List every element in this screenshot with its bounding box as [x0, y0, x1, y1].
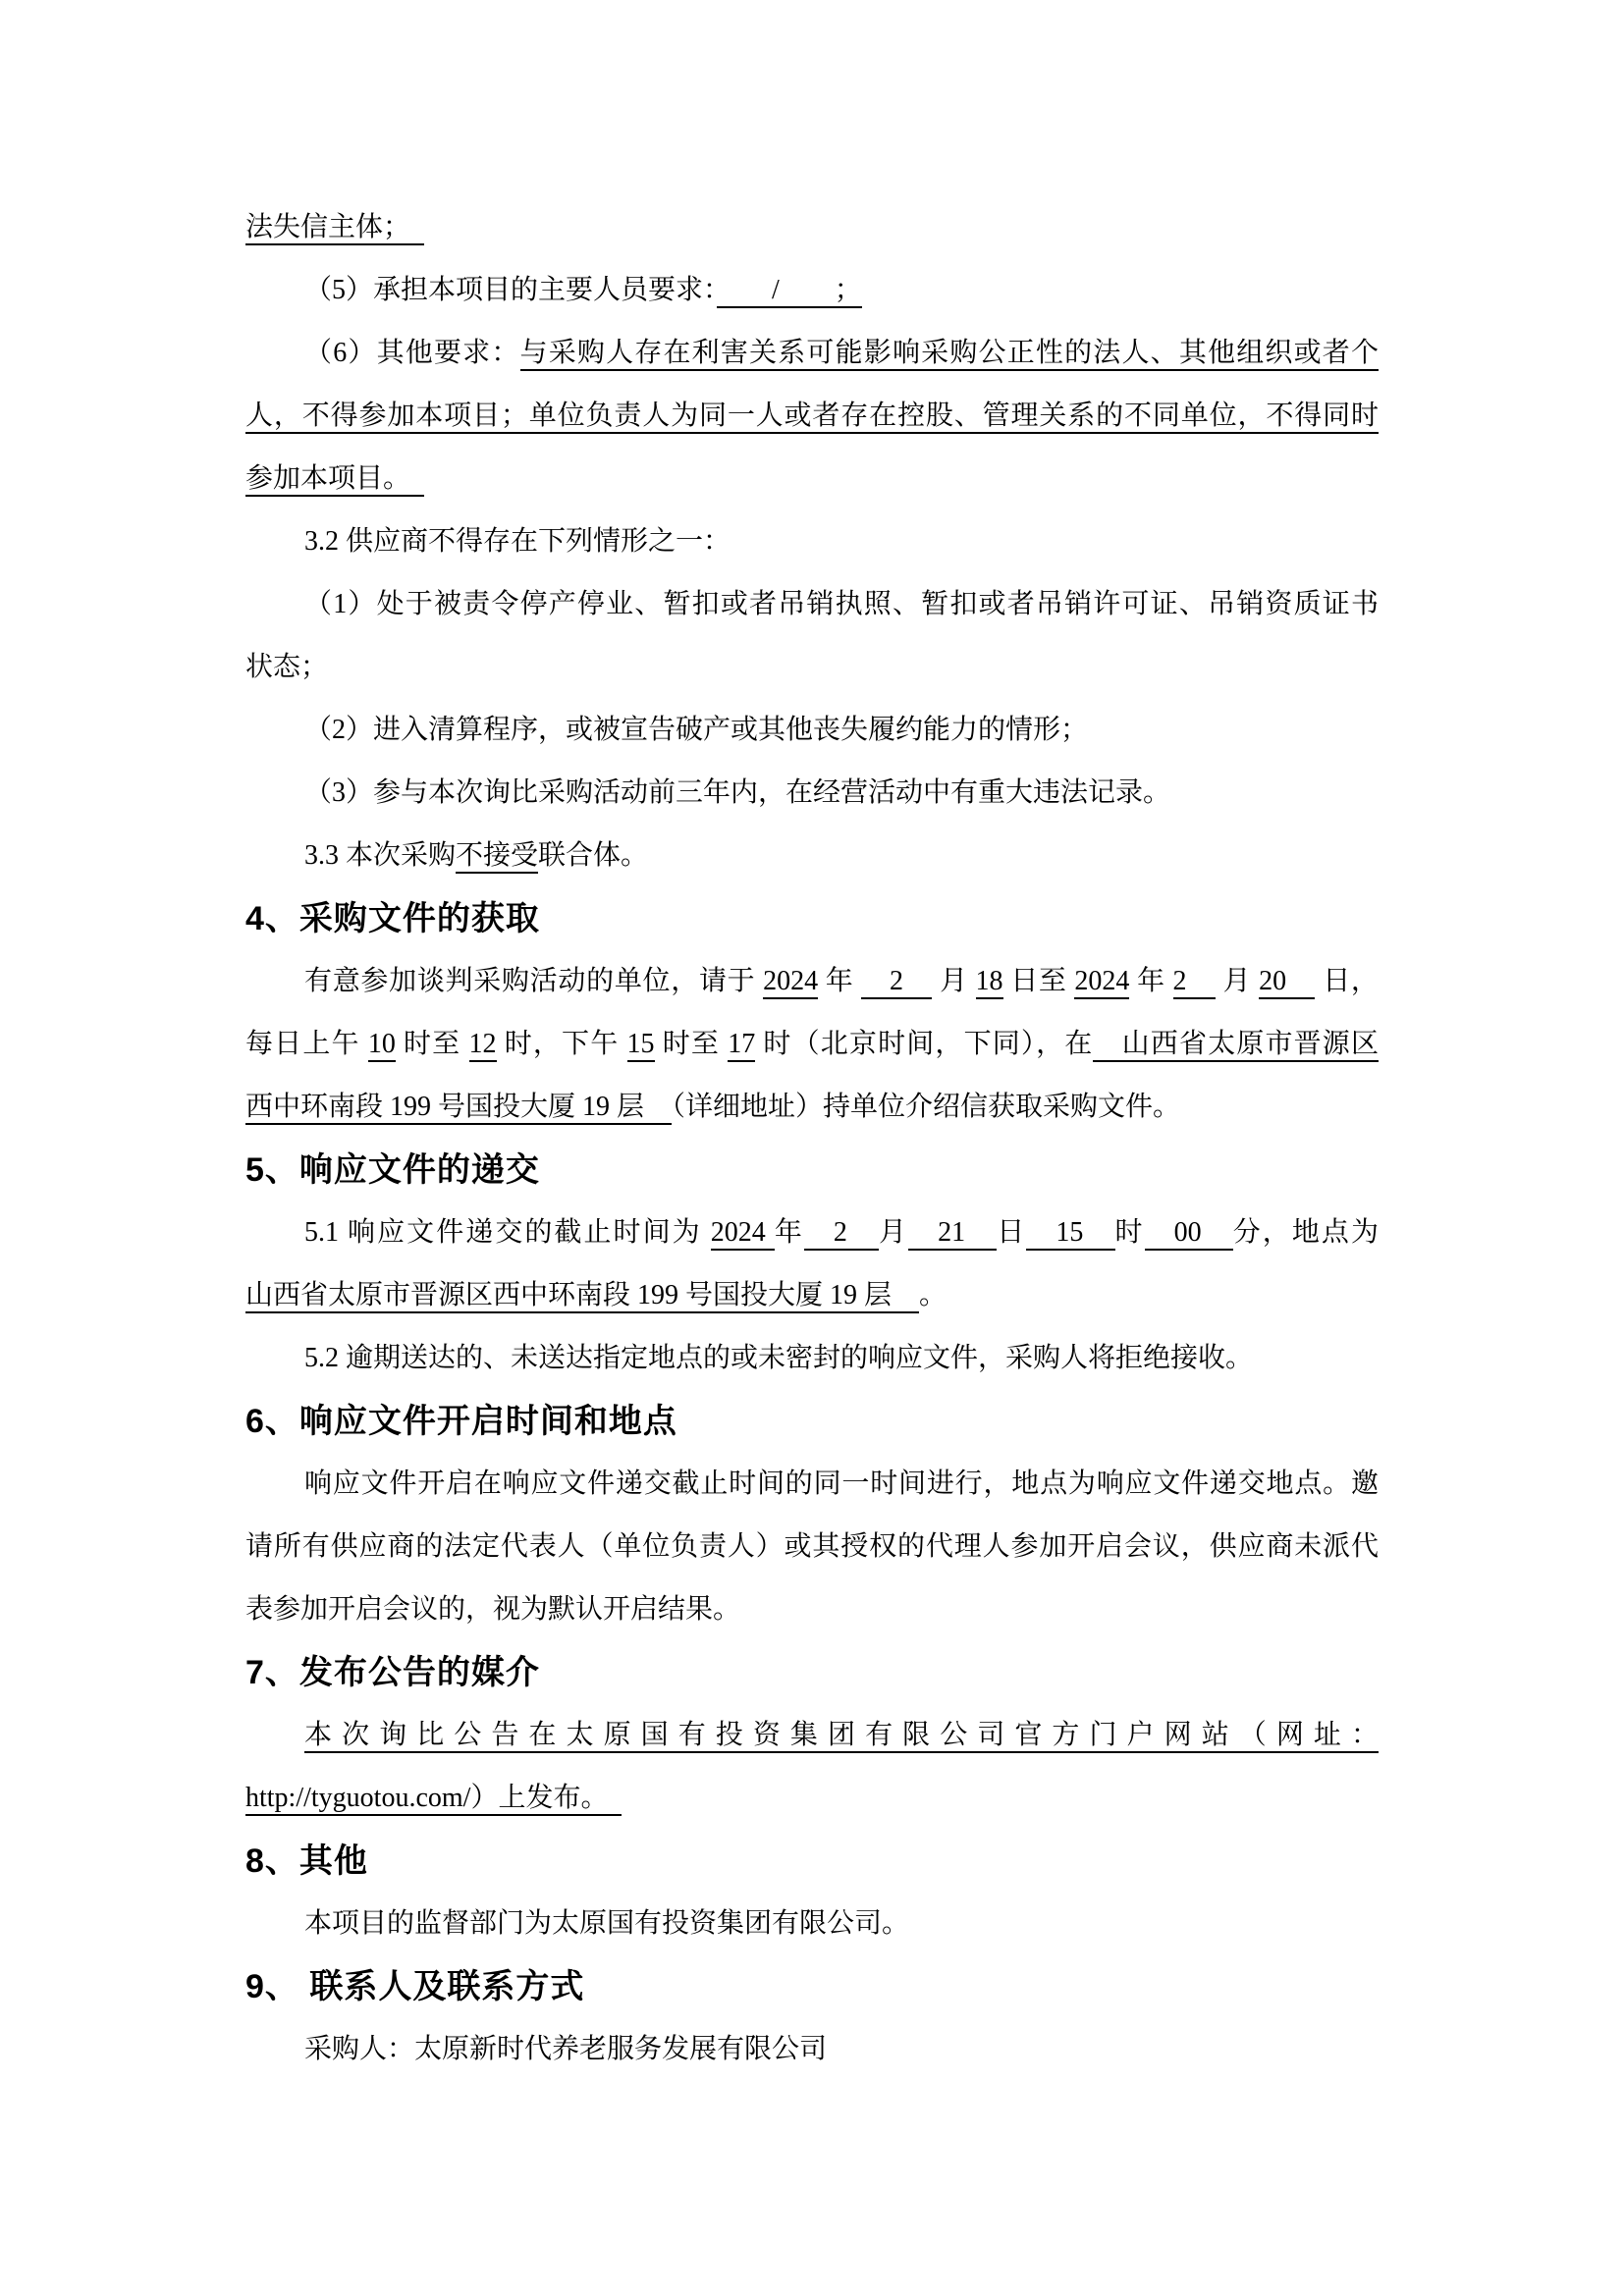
text-line: [245, 1578, 1379, 1641]
text-line: [245, 1453, 1379, 1516]
text-segment: 3.3 本次采购: [304, 840, 457, 871]
section-heading: [245, 1641, 1379, 1704]
text-segment: 5.2 逾期送达的、未送达指定地点的或未密封的响应文件，采购人将拒绝接收。: [304, 1343, 1254, 1373]
text-line: [245, 1327, 1379, 1390]
text-segment: 日至: [1002, 966, 1075, 996]
text-segment: 时，下午: [496, 1029, 627, 1059]
text-segment: （5）承担本项目的主要人员要求：: [304, 275, 718, 305]
text-segment: 时至: [395, 1029, 469, 1059]
text-segment: 7、发布公告的媒介: [245, 1654, 540, 1691]
text-segment: 时: [1114, 1217, 1145, 1248]
text-segment: 年: [818, 966, 862, 996]
text-line: [245, 2018, 1379, 2081]
underlined-text-segment: 20: [1259, 966, 1315, 999]
text-line: [245, 385, 1379, 448]
text-line: [245, 1516, 1379, 1578]
underlined-text-segment: 不接受: [456, 840, 538, 874]
text-segment: （详细地址）持单位介绍信获取采购文件。: [672, 1092, 1181, 1122]
underlined-text-segment: 2: [861, 966, 932, 999]
text-segment: 5、响应文件的递交: [245, 1151, 540, 1189]
underlined-text-segment: 与采购人存在利害关系可能影响采购公正性的法人、其他组织或者个: [520, 338, 1379, 371]
text-line: [245, 510, 1379, 573]
text-segment: （3）参与本次询比采购活动前三年内，在经营活动中有重大违法记录。: [304, 777, 1171, 808]
underlined-text-segment: 2024: [1074, 966, 1129, 999]
text-segment: 5.1 响应文件递交的截止时间为: [304, 1217, 711, 1248]
underlined-text-segment: 人，不得参加本项目；单位负责人为同一人或者存在控股、管理关系的不同单位，不得同时: [245, 400, 1379, 434]
text-segment: 3.2 供应商不得存在下列情形之一：: [304, 526, 731, 557]
section-heading: [245, 887, 1379, 950]
underlined-text-segment: 10: [368, 1029, 396, 1062]
text-line: [245, 950, 1379, 1013]
text-segment: （6）其他要求：: [304, 338, 520, 368]
section-heading: [245, 1830, 1379, 1893]
text-line: [245, 825, 1379, 887]
text-segment: （2）进入清算程序，或被宣告破产或其他丧失履约能力的情形；: [304, 715, 1089, 745]
text-segment: 有意参加谈判采购活动的单位，请于: [304, 966, 764, 996]
underlined-text-segment: 15: [1026, 1217, 1114, 1251]
text-line: [245, 259, 1379, 322]
underlined-text-segment: 15: [627, 1029, 655, 1062]
text-segment: 联合体。: [538, 840, 649, 871]
text-segment: 日，: [1315, 966, 1379, 996]
underlined-text-segment: 法失信主体；: [245, 212, 424, 245]
section-heading: [245, 1139, 1379, 1201]
underlined-text-segment: 00: [1145, 1217, 1233, 1251]
text-line: [245, 573, 1379, 636]
text-segment: 采购人：太原新时代养老服务发展有限公司: [304, 2034, 828, 2064]
underlined-text-segment: 山西省太原市晋源区: [1093, 1029, 1379, 1062]
text-segment: 8、其他: [245, 1842, 368, 1880]
text-line: [245, 1013, 1379, 1076]
underlined-text-segment: 2024: [711, 1217, 775, 1251]
underlined-text-segment: / ；: [717, 275, 862, 308]
text-segment: 时至: [654, 1029, 729, 1059]
underlined-text-segment: 2: [804, 1217, 879, 1251]
text-line: [245, 699, 1379, 762]
underlined-text-segment: 18: [976, 966, 1003, 999]
text-line: [245, 1893, 1379, 1955]
text-line: [245, 1767, 1379, 1830]
text-segment: 4、采购文件的获取: [245, 900, 540, 937]
text-segment: 。: [919, 1280, 947, 1310]
text-segment: （1）处于被责令停产停业、暂扣或者吊销执照、暂扣或者吊销许可证、吊销资质证书: [304, 589, 1379, 619]
text-segment: 月: [932, 966, 976, 996]
underlined-text-segment: 本次询比公告在太原国有投资集团有限公司官方门户网站（网址：: [304, 1720, 1379, 1753]
text-segment: 每日上午: [245, 1029, 368, 1059]
text-segment: 响应文件开启在响应文件递交截止时间的同一时间进行，地点为响应文件递交地点。邀: [304, 1468, 1379, 1499]
text-line: [245, 1076, 1379, 1139]
text-line: [245, 1264, 1379, 1327]
underlined-text-segment: 2: [1173, 966, 1216, 999]
text-segment: 请所有供应商的法定代表人（单位负责人）或其授权的代理人参加开启会议，供应商未派代: [245, 1531, 1379, 1562]
section-heading: [245, 1390, 1379, 1453]
text-segment: 表参加开启会议的，视为默认开启结果。: [245, 1594, 741, 1625]
underlined-text-segment: http://tyguotou.com/）上发布。: [245, 1783, 622, 1816]
text-line: [245, 1201, 1379, 1264]
underlined-text-segment: 山西省太原市晋源区西中环南段 199 号国投大厦 19 层: [245, 1280, 919, 1313]
section-heading: [245, 1955, 1379, 2018]
underlined-text-segment: 参加本项目。: [245, 463, 424, 497]
underlined-text-segment: 2024: [763, 966, 818, 999]
document-content: [245, 196, 1379, 2081]
text-segment: 分，地点为: [1232, 1217, 1379, 1248]
text-segment: 时（北京时间，下同），在: [755, 1029, 1094, 1059]
text-line: [245, 448, 1379, 510]
text-segment: 年: [1129, 966, 1173, 996]
underlined-text-segment: 西中环南段 199 号国投大厦 19 层: [245, 1092, 672, 1125]
underlined-text-segment: 17: [728, 1029, 755, 1062]
text-segment: 6、响应文件开启时间和地点: [245, 1403, 677, 1440]
text-line: [245, 322, 1379, 385]
text-segment: 日: [997, 1217, 1027, 1248]
text-segment: 月: [1215, 966, 1260, 996]
text-segment: 状态；: [245, 652, 329, 682]
text-segment: 本项目的监督部门为太原国有投资集团有限公司。: [304, 1908, 910, 1939]
text-segment: 年: [774, 1217, 804, 1248]
text-line: [245, 196, 1379, 259]
text-line: [245, 636, 1379, 699]
text-line: [245, 762, 1379, 825]
text-segment: 月: [879, 1217, 909, 1248]
text-line: [245, 1704, 1379, 1767]
text-segment: 9、 联系人及联系方式: [245, 1968, 585, 2005]
underlined-text-segment: 21: [908, 1217, 997, 1251]
underlined-text-segment: 12: [469, 1029, 497, 1062]
